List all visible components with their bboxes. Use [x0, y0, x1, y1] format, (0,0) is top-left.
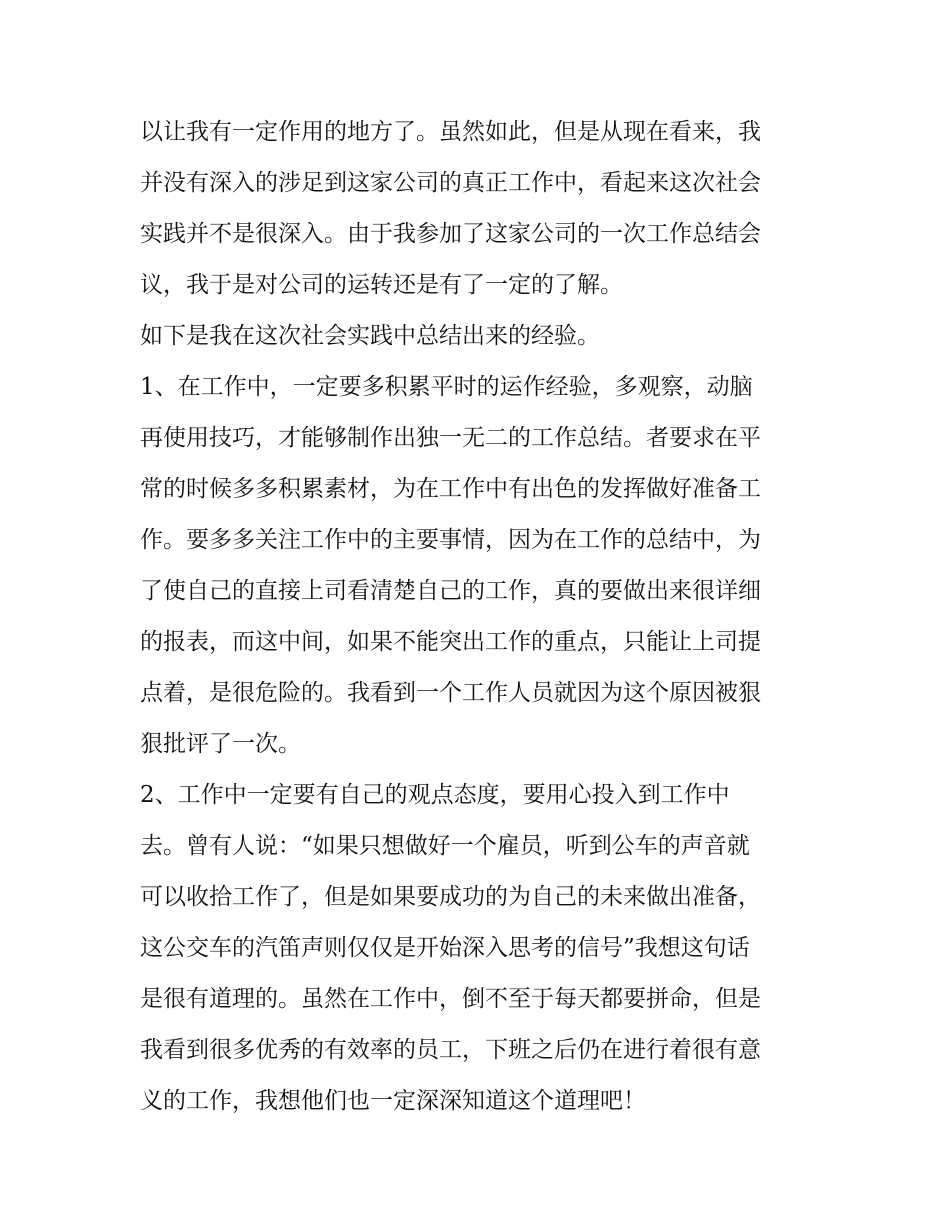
document-body [140, 107, 820, 1127]
text-line: 2、工作中一定要有自己的观点态度，要用心投入到工作中 [140, 782, 730, 808]
text-line: 点着，是很危险的。我看到一个工作人员就因为这个原因被狠 [140, 680, 761, 706]
text-line: 作。要多多关注工作中的主要事情，因为在工作的总结中，为 [140, 527, 761, 553]
text-line: 是很有道理的。虽然在工作中，倒不至于每天都要拼命，但是 [140, 986, 761, 1012]
text-line: 如下是我在这次社会实践中总结出来的经验。 [140, 323, 600, 349]
text-line: 的报表，而这中间，如果不能突出工作的重点，只能让上司提 [140, 629, 761, 655]
text-line: 以让我有一定作用的地方了。虽然如此，但是从现在看来，我 [140, 119, 761, 145]
text-line: 我看到很多优秀的有效率的员工，下班之后仍在进行着很有意 [140, 1037, 761, 1063]
text-line: 并没有深入的涉足到这家公司的真正工作中，看起来这次社会 [140, 170, 761, 196]
text-line: 这公交车的汽笛声则仅仅是开始深入思考的信号”我想这句话 [140, 935, 750, 961]
text-line: 了使自己的直接上司看清楚自己的工作，真的要做出来很详细 [140, 578, 761, 604]
text-line: 去。曾有人说：“如果只想做好一个雇员，听到公车的声音就 [140, 833, 750, 859]
text-line: 可以收拾工作了，但是如果要成功的为自己的未来做出准备， [140, 884, 761, 910]
text-line: 议，我于是对公司的运转还是有了一定的了解。 [140, 272, 623, 298]
text-line: 常的时候多多积累素材，为在工作中有出色的发挥做好准备工 [140, 476, 761, 502]
text-line: 1、在工作中，一定要多积累平时的运作经验，多观察，动脑 [140, 374, 753, 400]
text-line: 义的工作，我想他们也一定深深知道这个道理吧！ [140, 1088, 646, 1114]
text-line: 实践并不是很深入。由于我参加了这家公司的一次工作总结会 [140, 221, 761, 247]
text-line: 狠批评了一次。 [140, 731, 301, 757]
text-line: 再使用技巧，才能够制作出独一无二的工作总结。者要求在平 [140, 425, 761, 451]
